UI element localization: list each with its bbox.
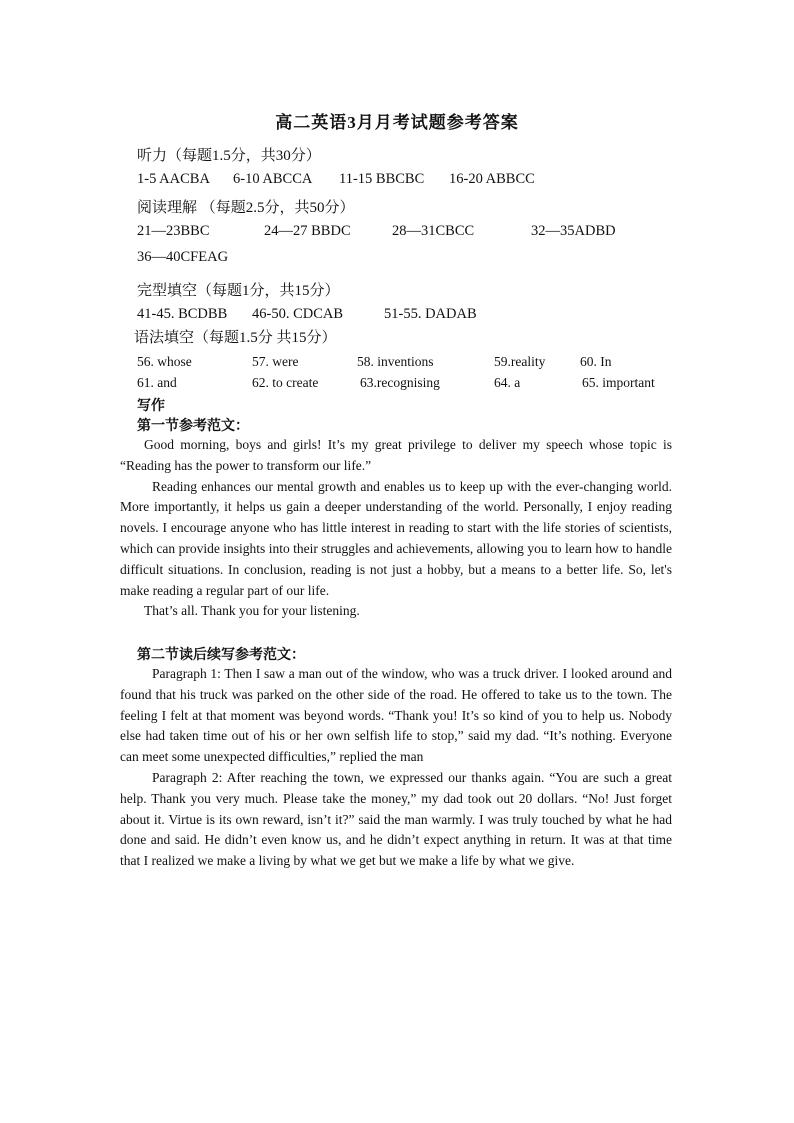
- listening-answer: 16-20 ABBCC: [449, 171, 535, 187]
- reading-heading: 阅读理解 （每题2.5分，共50分）: [137, 200, 355, 216]
- grammar-answer: 65. important: [582, 375, 655, 390]
- essay-paragraph: Paragraph 2: After reaching the town, we expressed our thanks again. “You are such a great help. Thank you very much. Please take the money,” my dad took out 20 dollars. “No! Just forget about it. Virtue is its own reward, isn’t it?” said the man warmly. I was truly touched by what he had done and said. He didn’t even know us, and he didn’t expect anything in return. It was at that time that I realized we make a living by what we get but we make a life by what we give.: [120, 769, 672, 869]
- writing-heading: 写作: [137, 399, 165, 414]
- reading-answer: 28—31CBCC: [392, 223, 475, 239]
- grammar-answer: 61. and: [137, 375, 177, 390]
- essay-paragraph: Reading enhances our mental growth and enables us to keep up with the ever-changing world. More importantly, it helps us gain a deeper understanding of the world. Personally, I enjoy reading novels. I encourage anyone who has little interest in reading to start with the life stories of scientists, which can provide insights into their struggles and achievements, allowing you to learn how to handle difficult situations. In conclusion, reading is not just a hobby, but a means to a better life. So, let's make reading a regular part of our life.: [120, 478, 672, 598]
- grammar-answer: 63.recognising: [360, 375, 440, 390]
- reading-answer: 32—35ADBD: [531, 223, 616, 239]
- grammar-answer: 57. were: [252, 354, 299, 369]
- essay-paragraph: Paragraph 1: Then I saw a man out of the window, who was a truck driver. I looked around and found that his truck was parked on the other side of the road. He offered to take us to the town. The feeling I felt at that moment was beyond words. “Thank you! It’s so kind of you to help us. Nobody else had taken time out of his or her own selfish life to stop,” said my dad. “It’s nothing. Everyone can meet some unexpected difficulties,” replied the man: [120, 666, 672, 765]
- grammar-answer: 60. In: [580, 354, 612, 369]
- grammar-answer: 59.reality: [494, 354, 546, 369]
- part1-essay: [120, 435, 672, 622]
- essay-paragraph: Good morning, boys and girls! It’s my great privilege to deliver my speech whose topic is “Reading has the power to transform our life.”: [120, 437, 672, 473]
- grammar-heading: 语法填空（每题1.5分 共15分）: [134, 330, 337, 346]
- reading-answer: 21—23BBC: [137, 223, 210, 239]
- part1-heading: 第一节参考范文：: [137, 419, 249, 434]
- listening-answer: 1-5 AACBA: [137, 171, 210, 187]
- cloze-answer: 51-55. DADAB: [384, 306, 477, 322]
- essay-paragraph: That’s all. Thank you for your listening.: [144, 603, 360, 619]
- reading-answer: 36—40CFEAG: [137, 249, 229, 265]
- cloze-answer: 46-50. CDCAB: [252, 306, 344, 322]
- grammar-answer: 58. inventions: [357, 354, 434, 369]
- grammar-answer: 56. whose: [137, 354, 192, 369]
- listening-answer: 6-10 ABCCA: [233, 171, 313, 187]
- part2-essay: [120, 664, 672, 872]
- page-title: 高二英语3月月考试题参考答案: [275, 113, 519, 132]
- grammar-answer: 64. a: [494, 375, 521, 390]
- cloze-heading: 完型填空（每题1分，共15分）: [137, 283, 340, 299]
- listening-heading: 听力（每题1.5分，共30分）: [137, 148, 321, 164]
- reading-answer: 24—27 BBDC: [264, 223, 351, 239]
- listening-answer: 11-15 BBCBC: [339, 171, 425, 187]
- part2-heading: 第二节读后续写参考范文：: [137, 648, 305, 663]
- grammar-answer: 62. to create: [252, 375, 319, 390]
- cloze-answer: 41-45. BCDBB: [137, 306, 228, 322]
